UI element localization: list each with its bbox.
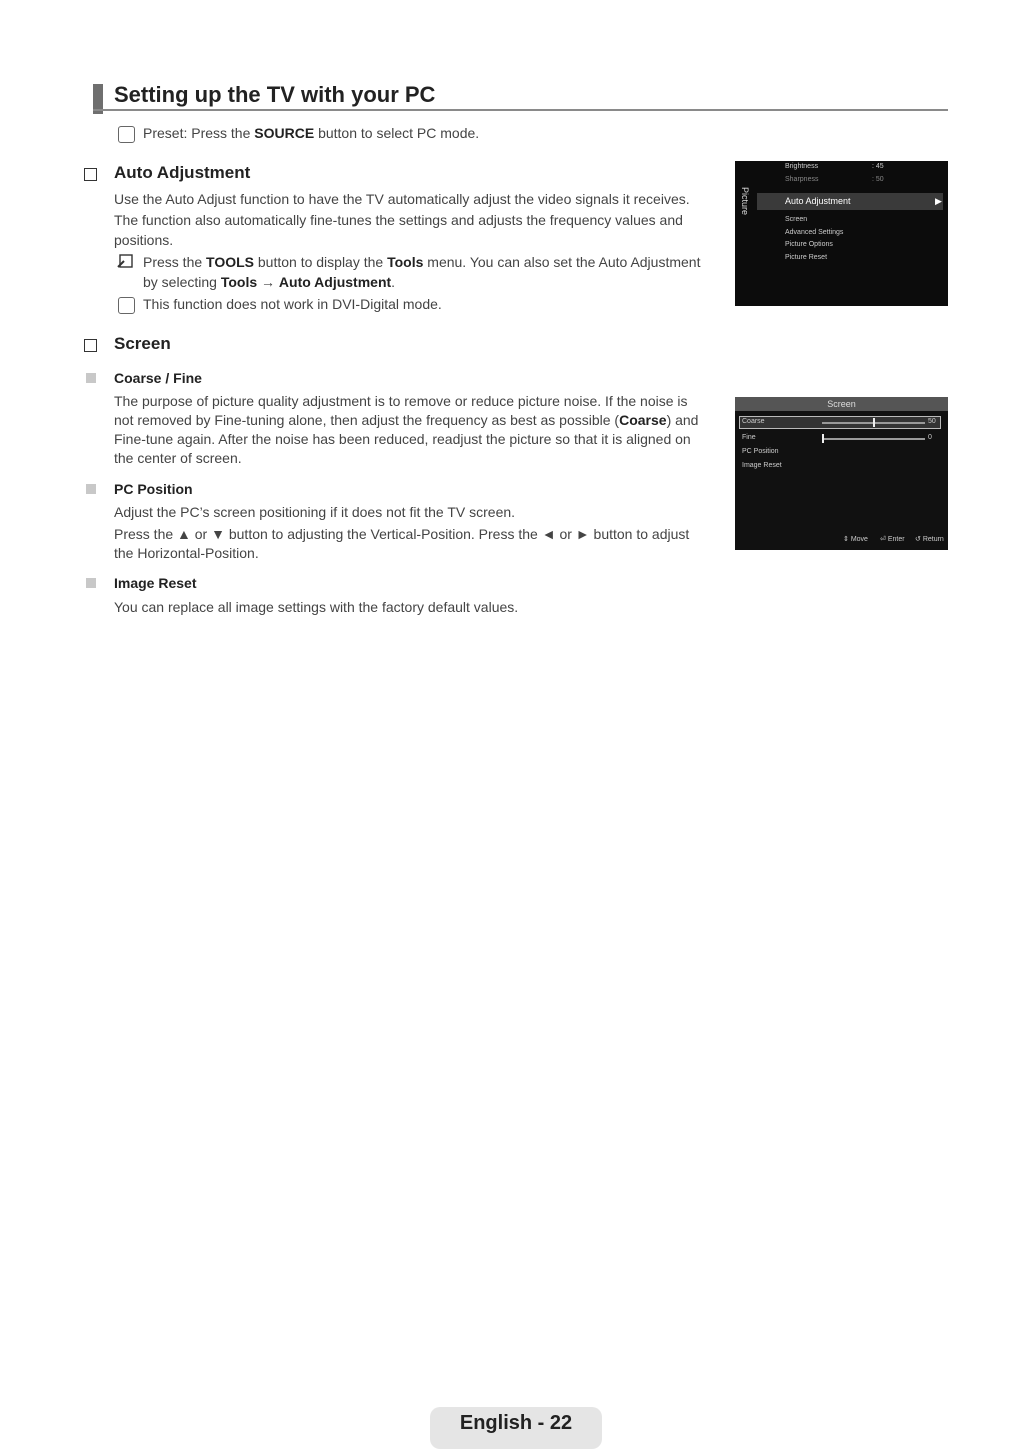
osd-fine-label[interactable]: Fine — [742, 434, 756, 441]
osd-coarse-handle[interactable] — [873, 418, 875, 427]
osd-fine-slider[interactable] — [822, 438, 925, 440]
osd-coarse-value: 50 — [928, 418, 936, 425]
osd-menu-item[interactable]: Picture Reset — [785, 254, 828, 261]
osd-brightness: Brightness — [785, 163, 819, 170]
bullet-square-icon — [86, 484, 96, 494]
bullet-square-icon — [86, 578, 96, 588]
auto-adjustment-heading: Auto Adjustment — [114, 163, 251, 182]
osd-menu-item[interactable]: Picture Options — [785, 241, 833, 248]
tools-line: by selecting Tools → Auto Adjustment. — [143, 274, 396, 290]
bullet-square-icon — [86, 373, 96, 383]
osd-screen-menu — [735, 397, 948, 550]
auto-adjustment-paragraph: The function also automatically fine-tunes the settings and adjusts the frequency values and — [114, 212, 683, 228]
tools-icon — [117, 254, 133, 268]
osd-pc-position[interactable]: PC Position — [742, 448, 779, 455]
auto-adjustment-paragraph: positions. — [114, 232, 174, 248]
coarse-fine-paragraph: The purpose of picture quality adjustment is to remove or reduce picture noise. If the noise is — [114, 393, 688, 409]
checkbox-icon — [84, 339, 97, 352]
pc-position-heading: PC Position — [114, 481, 193, 497]
osd-hint-return: ↺ Return — [915, 536, 944, 543]
auto-adjustment-paragraph: Use the Auto Adjust function to have the TV automatically adjust the video signals it receives. — [114, 191, 690, 207]
coarse-fine-paragraph: the center of screen. — [114, 450, 242, 466]
osd-image-reset[interactable]: Image Reset — [742, 462, 782, 469]
osd-selected-item[interactable]: Auto Adjustment — [785, 196, 851, 206]
coarse-fine-paragraph: not removed by Fine-tuning alone, then adjust the frequency as best as possible (Coarse) and — [114, 412, 699, 428]
auto-adjustment-note: This function does not work in DVI-Digital mode. — [143, 296, 442, 312]
note-icon — [118, 297, 135, 314]
pc-position-paragraph: Press the ▲ or ▼ button to adjusting the Vertical-Position. Press the ◄ or ► button to adjust — [114, 526, 690, 542]
tools-line: Press the TOOLS button to display the Tools menu. You can also set the Auto Adjustment — [143, 254, 701, 270]
page-number: English - 22 — [459, 1412, 573, 1434]
pc-position-paragraph: Adjust the PC’s screen positioning if it does not fit the TV screen. — [114, 504, 516, 520]
osd-coarse-label: Coarse — [742, 418, 765, 425]
osd-menu-item[interactable]: Screen — [785, 216, 808, 223]
preset-note: Preset: Press the SOURCE button to select PC mode. — [143, 125, 480, 141]
osd-side-label: Picture — [740, 187, 750, 216]
chevron-right-icon: ▶ — [935, 196, 942, 206]
osd-hint-move: ⇕ Move — [843, 536, 868, 543]
image-reset-paragraph: You can replace all image settings with the factory default values. — [114, 599, 519, 615]
osd-sharpness-value: : 50 — [872, 176, 884, 183]
osd-screen-title: Screen — [827, 399, 856, 409]
osd-menu-item[interactable]: Advanced Settings — [785, 229, 844, 236]
osd-brightness-value: : 45 — [872, 163, 884, 170]
note-icon — [118, 126, 135, 143]
osd-fine-handle[interactable] — [822, 434, 824, 443]
osd-hint-enter: ⏎ Enter — [880, 536, 905, 543]
pc-position-paragraph: the Horizontal-Position. — [114, 545, 259, 561]
coarse-fine-heading: Coarse / Fine — [114, 370, 202, 386]
osd-sharpness: Sharpness — [785, 176, 819, 183]
image-reset-heading: Image Reset — [114, 575, 197, 591]
title-divider — [93, 109, 948, 111]
coarse-fine-paragraph: Fine-tune again. After the noise has been reduced, readjust the picture so that it is aligned on — [114, 431, 691, 447]
page-title: Setting up the TV with your PC — [114, 82, 436, 107]
osd-fine-value: 0 — [928, 434, 932, 441]
checkbox-icon — [84, 168, 97, 181]
screen-heading: Screen — [114, 334, 171, 353]
osd-picture-menu — [735, 161, 948, 306]
